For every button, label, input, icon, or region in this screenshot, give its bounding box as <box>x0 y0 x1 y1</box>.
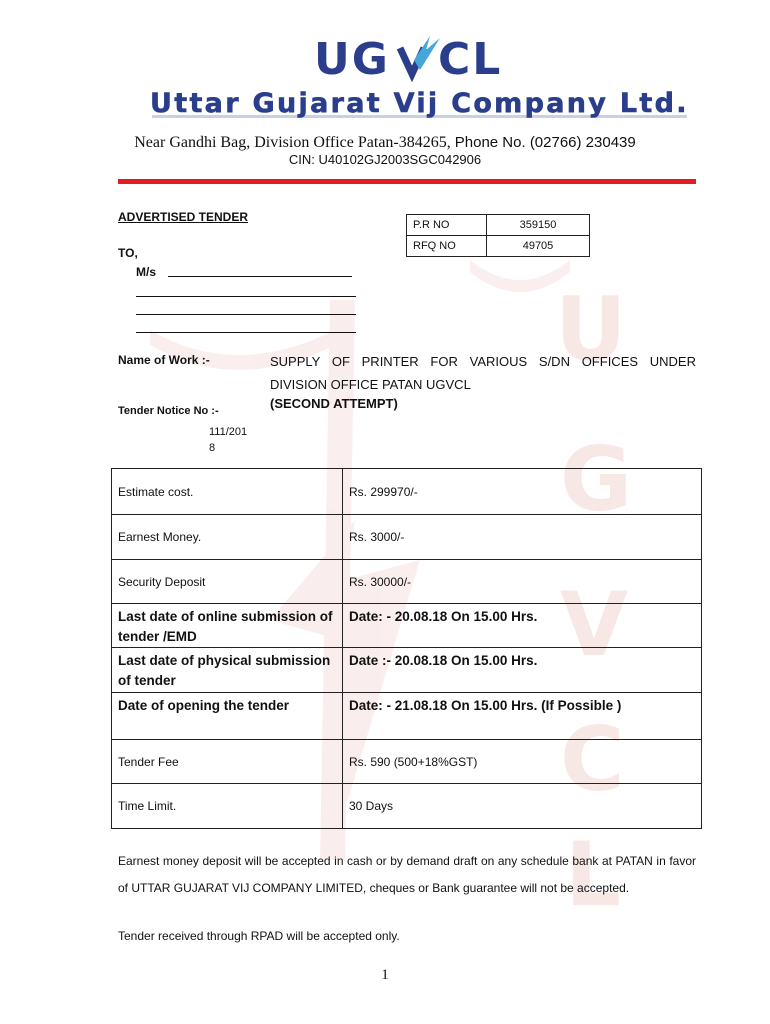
cin-number: CIN: U40102GJ2003SGC042906 <box>288 152 482 167</box>
svg-text:CL: CL <box>438 34 503 82</box>
tender-notice-label: Tender Notice No :- <box>118 405 219 417</box>
addressee-blank-line <box>136 314 356 315</box>
detail-label: Date of opening the tender <box>112 693 343 740</box>
pr-no-value: 359150 <box>487 215 590 236</box>
tender-details-table <box>111 468 702 829</box>
table-row <box>112 784 702 829</box>
table-row <box>112 648 702 693</box>
work-line-3: (SECOND ATTEMPT) <box>270 396 398 411</box>
addressee-blank-line <box>136 296 356 297</box>
rfq-no-label: RFQ NO <box>407 236 487 257</box>
table-row <box>407 236 590 257</box>
tender-notice-number: 111/2018 <box>209 426 248 454</box>
detail-label: Security Deposit <box>112 560 343 604</box>
work-description <box>270 350 696 412</box>
detail-value: Rs. 30000/- <box>343 560 702 604</box>
table-row <box>112 604 702 648</box>
company-name-banner <box>148 84 693 124</box>
svg-text:G: G <box>560 428 633 531</box>
table-row <box>112 740 702 784</box>
detail-value: Rs. 3000/- <box>343 515 702 560</box>
svg-text:V: V <box>560 573 629 676</box>
advertised-tender-heading: ADVERTISED TENDER <box>118 210 249 224</box>
reference-table <box>406 214 590 257</box>
to-label: TO, <box>118 246 138 260</box>
name-of-work-label: Name of Work :- <box>118 353 210 367</box>
ms-label: M/s <box>136 265 157 279</box>
detail-value: Date: - 21.08.18 On 15.00 Hrs. (If Possible ) <box>343 693 702 740</box>
detail-label: Last date of physical submission of tender <box>112 648 343 693</box>
rfq-no-value: 49705 <box>487 236 590 257</box>
detail-value: 30 Days <box>343 784 702 829</box>
table-row <box>112 515 702 560</box>
company-name: Uttar Gujarat Vij Company Ltd. <box>150 88 688 119</box>
svg-text:UG: UG <box>314 34 390 82</box>
table-row <box>112 560 702 604</box>
work-line-2: DIVISION OFFICE PATAN UGVCL <box>270 377 471 392</box>
detail-value: Date: - 20.08.18 On 15.00 Hrs. <box>343 604 702 648</box>
svg-text:L: L <box>565 823 622 926</box>
detail-label: Earnest Money. <box>112 515 343 560</box>
rpad-note: Tender received through RPAD will be accepted only. <box>118 929 400 943</box>
office-address-line <box>0 134 770 152</box>
header-divider <box>118 179 696 184</box>
page-number: 1 <box>381 967 389 983</box>
detail-label: Tender Fee <box>112 740 343 784</box>
table-row <box>407 215 590 236</box>
addressee-blank-line <box>136 332 356 333</box>
svg-text:C: C <box>560 708 625 811</box>
detail-value: Rs. 299970/- <box>343 469 702 515</box>
ugvcl-logo <box>312 30 522 82</box>
phone: Phone No. (02766) 230439 <box>454 134 636 151</box>
detail-value: Rs. 590 (500+18%GST) <box>343 740 702 784</box>
emd-note: Earnest money deposit will be accepted in cash or by demand draft on any schedule bank at PATAN in favor of UTTAR GUJARAT VIJ COMPANY LIMITED, cheques or Bank guarantee will not be accepted. <box>118 854 696 895</box>
work-line-1: SUPPLY OF PRINTER FOR VARIOUS S/DN OFFICES UNDER <box>270 354 696 369</box>
svg-text:U: U <box>555 278 627 381</box>
detail-label: Last date of online submission of tender /EMD <box>112 604 343 648</box>
table-row <box>112 469 702 515</box>
detail-value: Date :- 20.08.18 On 15.00 Hrs. <box>343 648 702 693</box>
pr-no-label: P.R NO <box>407 215 487 236</box>
addressee-blank-line <box>168 276 352 277</box>
table-row <box>112 693 702 740</box>
detail-label: Time Limit. <box>112 784 343 829</box>
detail-label: Estimate cost. <box>112 469 343 515</box>
address: Near Gandhi Bag, Division Office Patan-384265, <box>134 134 451 151</box>
